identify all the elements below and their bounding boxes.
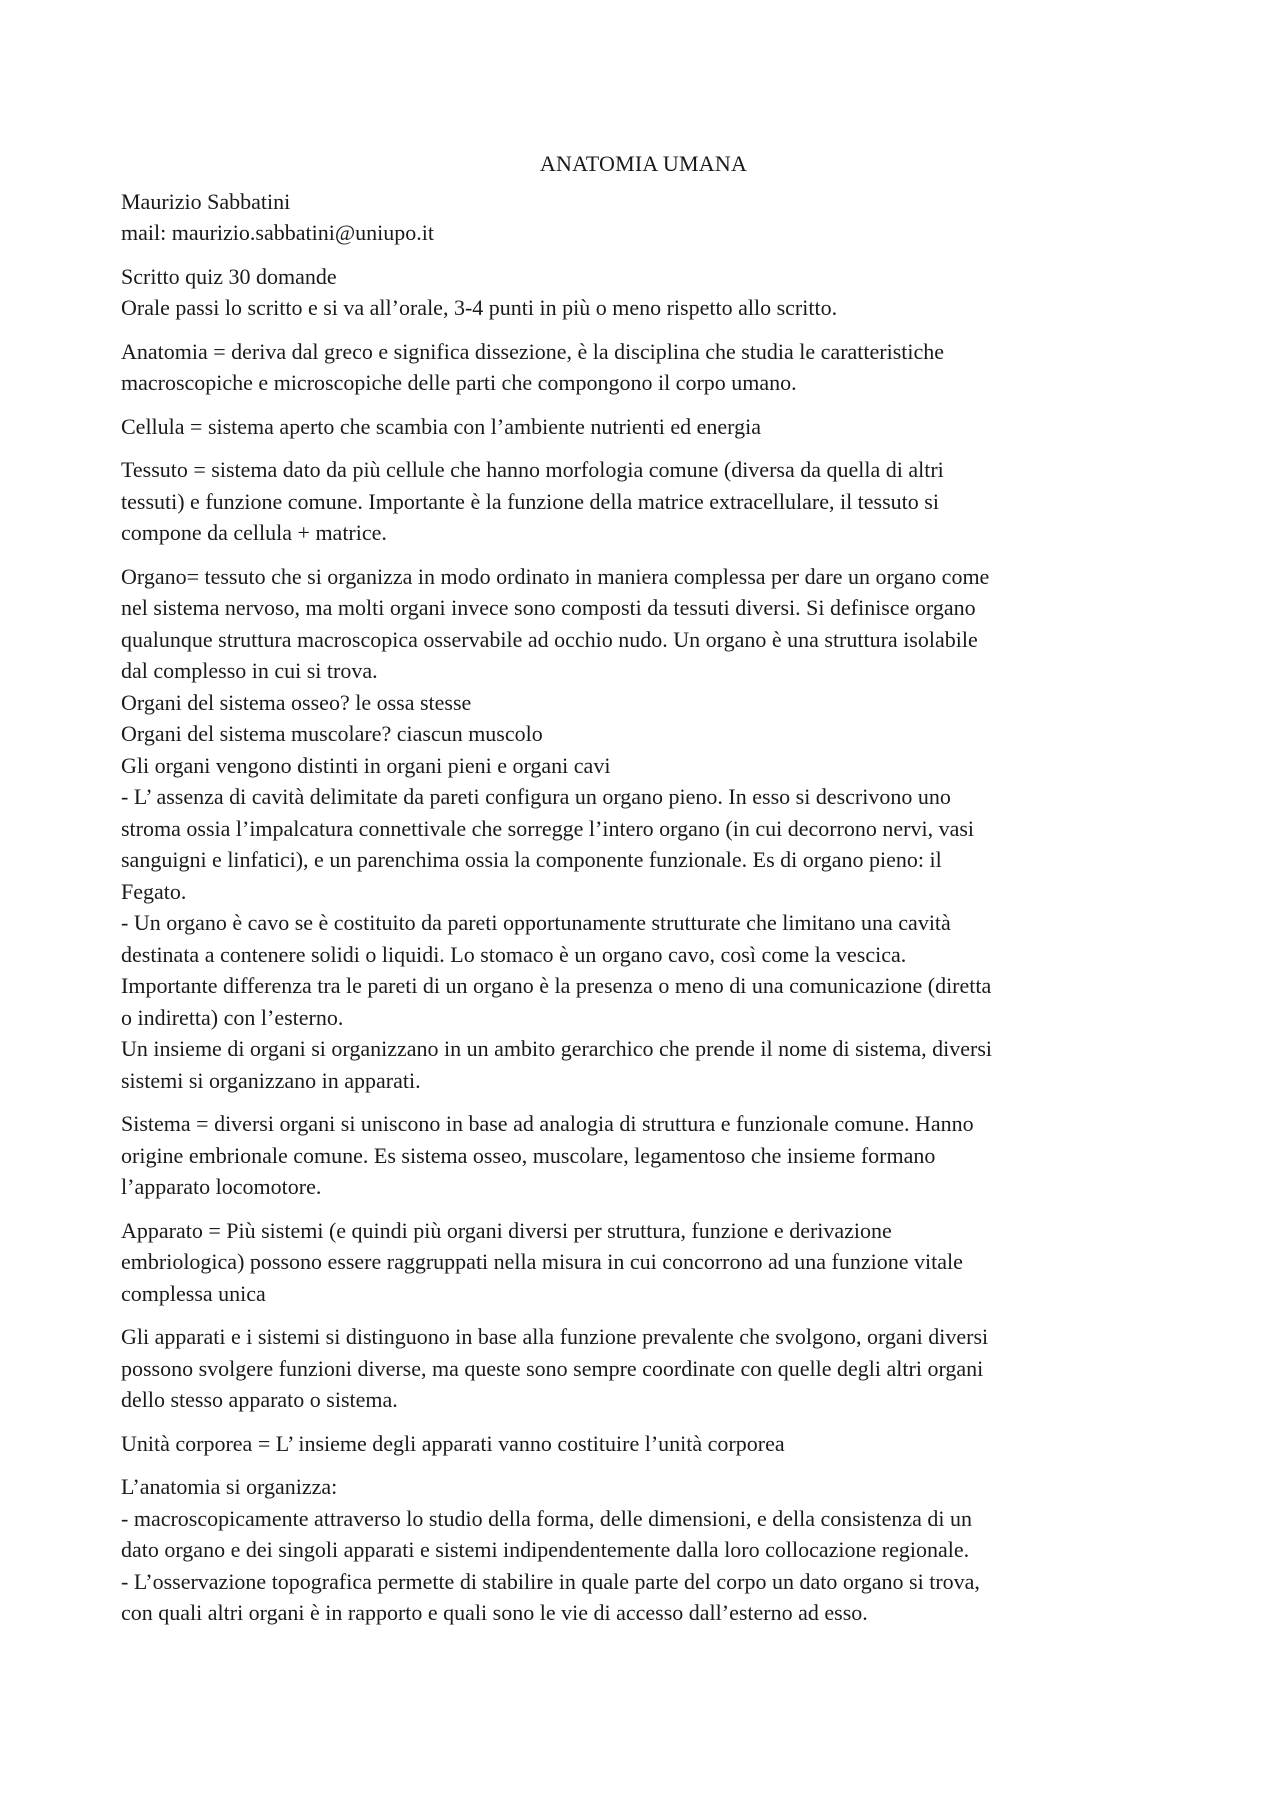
text-line: sistemi si organizzano in apparati. <box>121 1067 421 1093</box>
text-line: dal complesso in cui si trova. <box>121 658 378 683</box>
text-line: dello stesso apparato o sistema. <box>121 1387 398 1412</box>
text-line: Maurizio Sabbatini <box>121 188 291 214</box>
paragraph <box>121 336 1166 399</box>
text-line: tessuti) e funzione comune. Importante è la funzione della matrice extracellulare, il tessuto si <box>121 488 939 514</box>
text-line: Scritto quiz 30 domande <box>121 263 337 289</box>
text-line: possono svolgere funzioni diverse, ma queste sono sempre coordinate con quelle degli altri organi <box>121 1355 984 1381</box>
text-line: Cellula = sistema aperto che scambia con l’ambiente nutrienti ed energia <box>121 413 761 439</box>
paragraph <box>121 261 1166 324</box>
text-line: Anatomia = deriva dal greco e significa dissezione, è la disciplina che studia le caratteristiche <box>121 338 945 364</box>
text-line: Un insieme di organi si organizzano in un ambito gerarchico che prende il nome di sistema, diversi <box>121 1036 993 1061</box>
text-line: Gli apparati e i sistemi si distinguono in base alla funzione prevalente che svolgono, organi diversi <box>121 1324 989 1349</box>
paragraph <box>121 1215 1166 1310</box>
text-line: Apparato = Più sistemi (e quindi più organi diversi per struttura, funzione e derivazione <box>121 1217 892 1243</box>
text-line: destinata a contenere solidi o liquidi. Lo stomaco è un organo cavo, così come la vescica. <box>121 941 907 967</box>
text-line: - macroscopicamente attraverso lo studio della forma, delle dimensioni, e della consistenza di un <box>121 1505 972 1531</box>
text-line: complessa unica <box>121 1280 266 1306</box>
document-title: ANATOMIA UMANA <box>539 151 748 176</box>
text-line: Fegato. <box>121 878 187 904</box>
text-line: dato organo e dei singoli apparati e sistemi indipendentemente dalla loro collocazione regionale. <box>121 1537 970 1562</box>
paragraph-container <box>121 186 1166 1629</box>
text-line: compone da cellula + matrice. <box>121 520 387 545</box>
text-line: Importante differenza tra le pareti di un organo è la presenza o meno di una comunicazione (diretta <box>121 973 992 998</box>
text-line: con quali altri organi è in rapporto e quali sono le vie di accesso dall’esterno ad esso. <box>121 1600 868 1625</box>
text-line: - L’ assenza di cavità delimitate da pareti configura un organo pieno. In esso si descrivono uno <box>121 784 951 809</box>
text-line: Organo= tessuto che si organizza in modo ordinato in maniera complessa per dare un organo come <box>121 563 990 589</box>
text-line: - Un organo è cavo se è costituito da pareti opportunamente strutturate che limitano una cavità <box>121 910 951 935</box>
text-line: l’apparato locomotore. <box>121 1174 322 1199</box>
text-line: nel sistema nervoso, ma molti organi invece sono composti da tessuti diversi. Si definisce organo <box>121 595 976 620</box>
text-line: Unità corporea = L’ insieme degli apparati vanno costituire l’unità corporea <box>121 1430 785 1456</box>
text-line: embriologica) possono essere raggruppati nella misura in cui concorrono ad una funzione vitale <box>121 1249 963 1274</box>
text-line: o indiretta) con l’esterno. <box>121 1004 344 1030</box>
text-line: macroscopiche e microscopiche delle parti che compongono il corpo umano. <box>121 370 797 395</box>
text-line: sanguigni e linfatici), e un parenchima ossia la componente funzionale. Es di organo pieno: il <box>121 847 942 872</box>
paragraph <box>121 454 1166 549</box>
paragraph <box>121 561 1166 1097</box>
text-line: origine embrionale comune. Es sistema osseo, muscolare, legamentoso che insieme formano <box>121 1142 936 1168</box>
text-line: qualunque struttura macroscopica osservabile ad occhio nudo. Un organo è una struttura isolabile <box>121 626 978 652</box>
paragraph <box>121 1108 1166 1203</box>
text-line: mail: maurizio.sabbatini@uniupo.it <box>121 220 434 245</box>
paragraph <box>121 1428 1166 1460</box>
paragraph <box>121 1471 1166 1629</box>
text-line: Orale passi lo scritto e si va all’orale, 3-4 punti in più o meno rispetto allo scritto. <box>121 295 838 320</box>
paragraph <box>121 411 1166 443</box>
paragraph <box>121 1321 1166 1416</box>
text-line: Organi del sistema muscolare? ciascun muscolo <box>121 721 543 746</box>
paragraph <box>121 186 1166 249</box>
text-line: stroma ossia l’impalcatura connettivale che sorregge l’intero organo (in cui decorrono nervi, vasi <box>121 815 975 841</box>
document-body <box>121 148 1166 1641</box>
text-line: L’anatomia si organizza: <box>121 1474 338 1499</box>
text-line: Organi del sistema osseo? le ossa stesse <box>121 689 472 715</box>
text-line: Tessuto = sistema dato da più cellule che hanno morfologia comune (diversa da quella di altri <box>121 457 944 482</box>
text-line: Gli organi vengono distinti in organi pieni e organi cavi <box>121 752 611 778</box>
text-line: - L’osservazione topografica permette di stabilire in quale parte del corpo un dato organo si trova, <box>121 1568 980 1594</box>
text-line: Sistema = diversi organi si uniscono in base ad analogia di struttura e funzionale comune. Hanno <box>121 1111 974 1136</box>
